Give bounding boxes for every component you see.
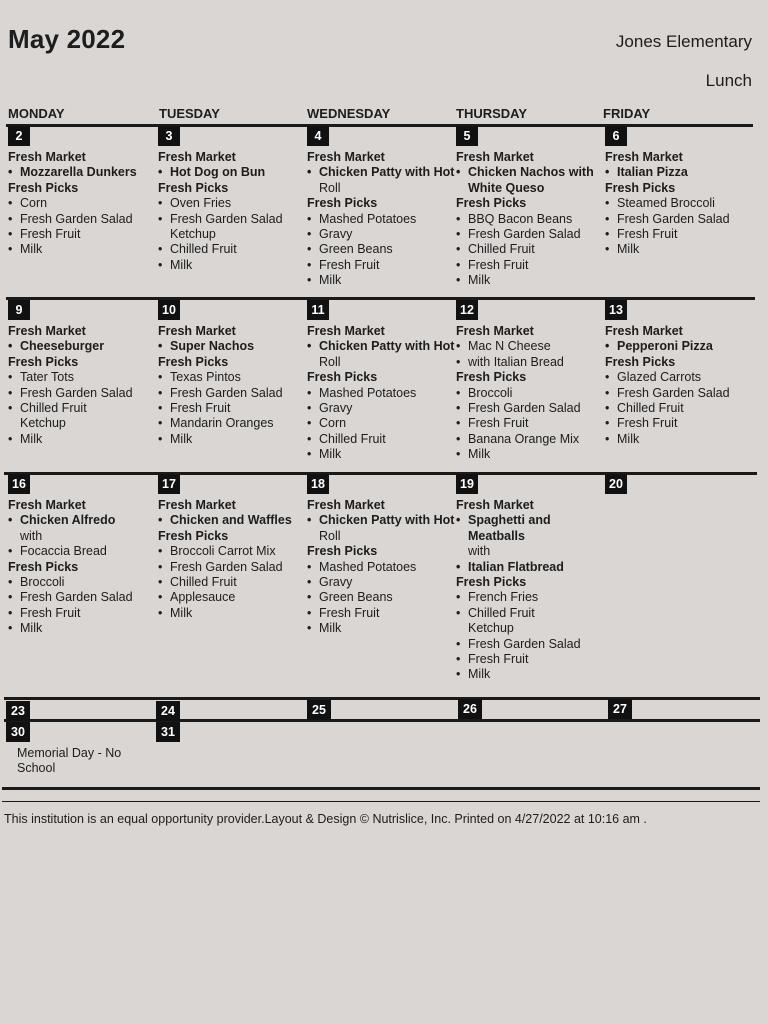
day-number: 17 (158, 474, 180, 494)
menu-item: • Fresh Garden Salad (8, 212, 158, 227)
menu-item: • Chilled Fruit (456, 606, 606, 621)
entree-item: • Italian Pizza (605, 165, 755, 180)
menu-item: • Broccoli (456, 386, 606, 401)
section-heading: Fresh Picks (605, 180, 676, 195)
week-divider (4, 697, 760, 700)
section-heading: Fresh Market (158, 498, 236, 512)
menu-item: • Fresh Garden Salad (158, 560, 308, 575)
menu-item: • Fresh Garden Salad (605, 386, 755, 401)
section-heading: Fresh Picks (605, 354, 676, 369)
menu-item: • Milk (605, 242, 755, 257)
section-heading: Fresh Market (8, 150, 86, 164)
menu-item: • Milk (456, 447, 606, 462)
meal-type: Lunch (705, 71, 752, 90)
day-number: 10 (158, 300, 180, 320)
menu-item: • Milk (158, 432, 308, 447)
section-heading: Fresh Picks (456, 575, 527, 590)
menu-item: • BBQ Bacon Beans (456, 212, 606, 227)
section-heading: Fresh Picks (307, 196, 378, 211)
menu-item: • Oven Fries (158, 196, 308, 211)
menu-item: • Gravy (307, 575, 457, 590)
section-heading: Fresh Picks (158, 354, 229, 369)
menu-item: • French Fries (456, 590, 606, 605)
day-number: 2 (8, 126, 30, 146)
day-cell (307, 474, 457, 637)
day-number: 13 (605, 300, 627, 320)
weekday-header (0, 106, 768, 126)
menu-item: • Chilled Fruit (307, 432, 457, 447)
entree-item: • Cheeseburger (8, 339, 158, 354)
menu-item: • Focaccia Bread (8, 544, 158, 559)
day-number: 4 (307, 126, 329, 146)
section-heading: Fresh Picks (307, 544, 378, 559)
menu-item: • Fresh Garden Salad (8, 590, 158, 605)
menu-item: • Milk (307, 447, 457, 462)
menu-item: • Chilled Fruit (158, 242, 308, 257)
entree-item-continued: Meatballs (468, 528, 525, 543)
entree-item: • Chicken Patty with Hot (307, 165, 457, 180)
day-number: 3 (158, 126, 180, 146)
section-heading: Fresh Picks (456, 196, 527, 211)
entree-item: • Chicken Patty with Hot (307, 513, 457, 528)
day-number: 6 (605, 126, 627, 146)
menu-item: • Mac N Cheese (456, 339, 606, 354)
entree-item: • Spaghetti and (456, 513, 606, 528)
menu-item: • Glazed Carrots (605, 370, 755, 385)
menu-item: • Applesauce (158, 590, 308, 605)
section-heading: Fresh Market (456, 498, 534, 512)
menu-item: • Fresh Garden Salad (8, 386, 158, 401)
menu-item-continued: Ketchup (20, 416, 66, 431)
day-number: 26 (458, 699, 482, 719)
day-cell (456, 474, 606, 683)
menu-item: • Gravy (307, 401, 457, 416)
day-cell (158, 126, 308, 273)
day-number: 27 (608, 699, 632, 719)
day-cell (456, 300, 606, 463)
section-heading: Fresh Picks (8, 559, 79, 574)
menu-item: • Fresh Fruit (307, 258, 457, 273)
menu-item: • Fresh Fruit (456, 258, 606, 273)
day-cell (307, 126, 457, 289)
section-heading: Fresh Picks (8, 180, 79, 195)
day-number: 16 (8, 474, 30, 494)
section-heading: Fresh Picks (158, 528, 229, 543)
section-heading: Fresh Market (605, 150, 683, 164)
day-number: 19 (456, 474, 478, 494)
menu-item-continued: Ketchup (468, 621, 514, 636)
menu-item: • Broccoli Carrot Mix (158, 544, 308, 559)
menu-item: • Fresh Fruit (456, 652, 606, 667)
day-number: 9 (8, 300, 30, 320)
entree-item: • Hot Dog on Bun (158, 165, 308, 180)
weekday-thursday: THURSDAY (456, 106, 528, 121)
menu-item: • Fresh Garden Salad (456, 637, 606, 652)
menu-item: • Milk (8, 432, 158, 447)
menu-item: • Fresh Fruit (307, 606, 457, 621)
day-cell (158, 300, 308, 447)
menu-item-continued: Roll (319, 180, 341, 195)
menu-item: • Fresh Fruit (8, 606, 158, 621)
menu-item: • Fresh Fruit (605, 416, 755, 431)
page-title: May 2022 (8, 24, 126, 54)
week-divider (4, 719, 760, 722)
day-number: 20 (605, 474, 627, 494)
entree-item: • Super Nachos (158, 339, 308, 354)
footer-rule (2, 801, 760, 802)
day-cell (8, 126, 158, 258)
day-cell (605, 126, 755, 258)
entree-item: • Chicken Alfredo (8, 513, 158, 528)
menu-item: • Fresh Garden Salad (456, 227, 606, 242)
entree-item: • Mozzarella Dunkers (8, 165, 158, 180)
day-cell (307, 300, 457, 463)
menu-item: • Milk (456, 273, 606, 288)
entree-item: • Chicken Patty with Hot (307, 339, 457, 354)
day-number: 5 (456, 126, 478, 146)
menu-item: • Milk (605, 432, 755, 447)
menu-item: • Chilled Fruit (158, 575, 308, 590)
menu-item: • Milk (158, 606, 308, 621)
menu-item: • Steamed Broccoli (605, 196, 755, 211)
section-heading: Fresh Market (605, 324, 683, 338)
calendar-bottom-rule (2, 787, 760, 790)
menu-item: • Corn (307, 416, 457, 431)
menu-item: • Fresh Fruit (456, 416, 606, 431)
section-heading: Fresh Market (158, 150, 236, 164)
menu-item: • Milk (8, 621, 158, 636)
menu-item: • Fresh Fruit (8, 227, 158, 242)
day-cell (605, 474, 755, 498)
entree-item: • Chicken and Waffles (158, 513, 308, 528)
day-cell (8, 300, 158, 447)
menu-item: • Fresh Garden Salad (605, 212, 755, 227)
day-cell (605, 300, 755, 447)
menu-item: • Milk (158, 258, 308, 273)
menu-item: • Fresh Fruit (605, 227, 755, 242)
section-heading: Fresh Market (456, 324, 534, 338)
footer-disclaimer: This institution is an equal opportunity provider.Layout & Design © Nutrislice, Inc. Printed on 4/27/2022 at 10:16 am . (4, 812, 647, 826)
day-cell (456, 126, 606, 289)
menu-item: • Chilled Fruit (8, 401, 158, 416)
day-number: 18 (307, 474, 329, 494)
menu-item: • Milk (8, 242, 158, 257)
menu-item: • Fresh Garden Salad (158, 212, 308, 227)
menu-item: • Chilled Fruit (456, 242, 606, 257)
entree-item: • Chicken Nachos with (456, 165, 606, 180)
section-heading: Fresh Market (158, 324, 236, 338)
menu-item-continued: Ketchup (170, 227, 216, 242)
menu-item: • Milk (456, 667, 606, 682)
section-heading: Fresh Picks (158, 180, 229, 195)
section-heading: Fresh Market (8, 498, 86, 512)
weekday-tuesday: TUESDAY (159, 106, 220, 121)
menu-item-continued: with (468, 544, 491, 559)
day-number: 30 (6, 722, 30, 742)
section-heading: Fresh Market (307, 150, 385, 164)
menu-item: • Mandarin Oranges (158, 416, 308, 431)
day-cell (158, 474, 308, 621)
menu-item: • Tater Tots (8, 370, 158, 385)
weekday-monday: MONDAY (8, 106, 65, 121)
menu-item-continued: with (20, 528, 43, 543)
school-name: Jones Elementary (615, 32, 752, 51)
menu-item: • Milk (307, 273, 457, 288)
section-heading: Fresh Market (307, 498, 385, 512)
menu-item: • Fresh Garden Salad (158, 386, 308, 401)
day-number: 23 (6, 701, 30, 721)
section-heading: Fresh Market (8, 324, 86, 338)
menu-item: • Broccoli (8, 575, 158, 590)
day-number: 24 (156, 701, 180, 721)
menu-item: • Green Beans (307, 590, 457, 605)
entree-item: • Italian Flatbread (456, 560, 606, 575)
menu-item: • Chilled Fruit (605, 401, 755, 416)
day-number: 12 (456, 300, 478, 320)
day-number: 31 (156, 722, 180, 742)
section-heading: Fresh Picks (456, 370, 527, 385)
day-number: 25 (307, 700, 331, 720)
day-cell (8, 474, 158, 637)
menu-item: • with Italian Bread (456, 355, 606, 370)
menu-item: • Fresh Fruit (158, 401, 308, 416)
menu-item: • Texas Pintos (158, 370, 308, 385)
holiday-note: Memorial Day - No School (17, 746, 122, 776)
entree-item: • Pepperoni Pizza (605, 339, 755, 354)
section-heading: Fresh Market (307, 324, 385, 338)
menu-item: • Mashed Potatoes (307, 386, 457, 401)
day-number: 11 (307, 300, 329, 320)
weekday-wednesday: WEDNESDAY (307, 106, 391, 121)
menu-item: • Gravy (307, 227, 457, 242)
menu-item: • Corn (8, 196, 158, 211)
menu-item-continued: Roll (319, 354, 341, 369)
entree-item-continued: White Queso (468, 180, 545, 195)
menu-item: • Mashed Potatoes (307, 212, 457, 227)
section-heading: Fresh Market (456, 150, 534, 164)
menu-item: • Banana Orange Mix (456, 432, 606, 447)
menu-item: • Fresh Garden Salad (456, 401, 606, 416)
menu-item: • Milk (307, 621, 457, 636)
menu-item: • Mashed Potatoes (307, 560, 457, 575)
menu-item: • Green Beans (307, 242, 457, 257)
weekday-friday: FRIDAY (603, 106, 651, 121)
menu-item-continued: Roll (319, 528, 341, 543)
section-heading: Fresh Picks (8, 354, 79, 369)
section-heading: Fresh Picks (307, 370, 378, 385)
